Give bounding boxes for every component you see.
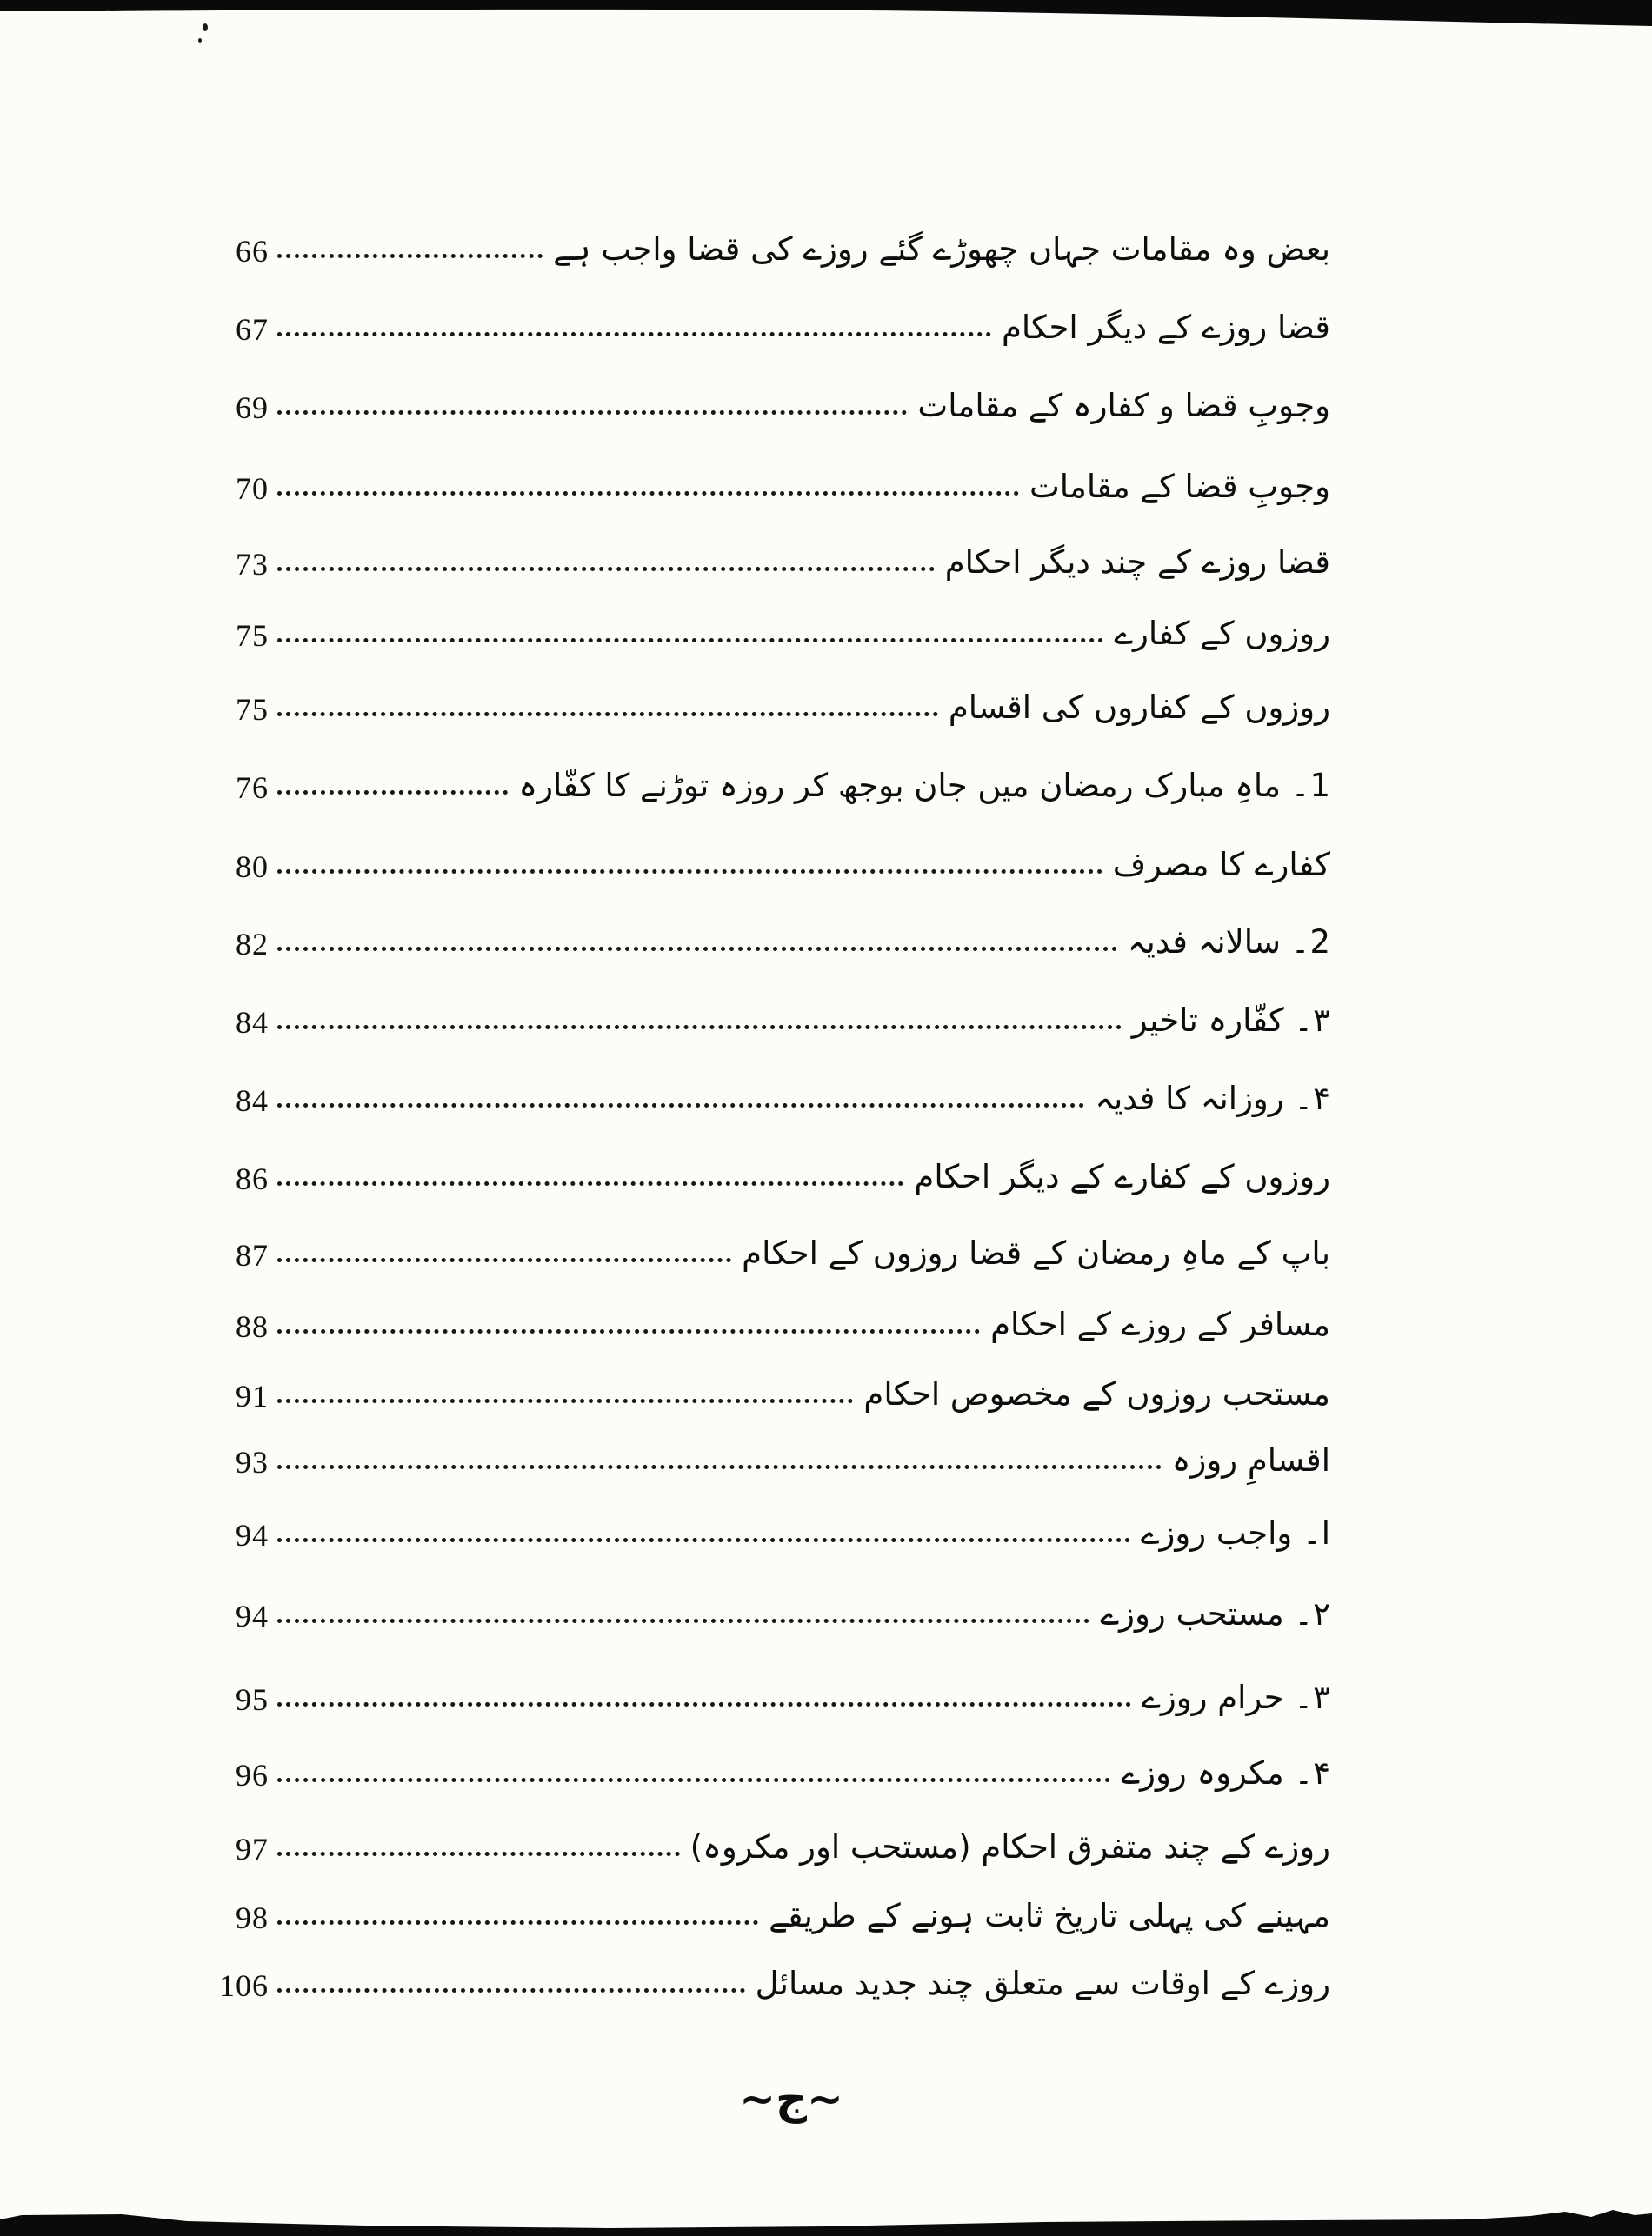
toc-entry-title: روزوں کے کفاروں کی اقسام xyxy=(948,689,1330,727)
toc-page-number: 69 xyxy=(236,390,269,425)
dotted-leader xyxy=(277,254,543,258)
toc-entry-title: قضا روزے کے چند دیگر احکام xyxy=(944,543,1330,582)
toc-entry xyxy=(204,436,1330,506)
toc-entry-title: قضا روزے کے دیگر احکام xyxy=(1001,309,1330,347)
toc-entry-title: ا۔ واجب روزے xyxy=(1140,1514,1330,1553)
toc-page-number: 67 xyxy=(236,312,269,347)
toc-entry-title: روزوں کے کفارے xyxy=(1114,615,1330,653)
dotted-leader xyxy=(277,491,1019,496)
toc-entry xyxy=(204,277,1330,347)
dotted-leader xyxy=(277,1778,1110,1782)
toc-page-number: 94 xyxy=(236,1518,269,1553)
ink-speck xyxy=(198,38,202,43)
toc-entry xyxy=(204,1344,1330,1414)
toc-entry xyxy=(204,970,1330,1040)
toc-page-number: 84 xyxy=(236,1083,269,1118)
toc-page-number: 88 xyxy=(236,1309,269,1344)
toc-entry xyxy=(204,735,1330,805)
dotted-leader xyxy=(277,567,935,571)
toc-page-number: 66 xyxy=(236,234,269,269)
toc-entry xyxy=(204,1203,1330,1273)
toc-entry-title: باپ کے ماہِ رمضان کے قضا روزوں کے احکام xyxy=(742,1234,1330,1273)
toc-page-number: 73 xyxy=(236,547,269,582)
toc-entry xyxy=(204,815,1330,884)
toc-entry-title: ۳۔ کفّارہ تاخیر xyxy=(1131,1002,1330,1040)
toc-entry xyxy=(204,1048,1330,1118)
toc-entry-title: ۴۔ روزانہ کا فدیہ xyxy=(1095,1080,1330,1118)
toc-entry xyxy=(204,1274,1330,1344)
dotted-leader xyxy=(277,1538,1130,1542)
ink-speck xyxy=(203,23,208,31)
dotted-leader xyxy=(277,947,1117,951)
toc-page-number: 97 xyxy=(236,1832,269,1867)
toc-page-number: 96 xyxy=(236,1758,269,1793)
dotted-leader xyxy=(277,790,508,795)
toc-entry-title: روزے کے اوقات سے متعلق چند جدید مسائل xyxy=(755,1965,1330,2003)
dotted-leader xyxy=(277,1329,980,1334)
toc-entry-title: روزے کے چند متفرق احکام (مستحب اور مکروہ) xyxy=(689,1828,1330,1867)
toc-entry xyxy=(204,1647,1330,1717)
dotted-leader xyxy=(277,1988,745,1993)
toc-entry xyxy=(204,583,1330,653)
dotted-leader xyxy=(277,1619,1089,1623)
toc-entry xyxy=(204,199,1330,269)
toc-entry xyxy=(204,1866,1330,1935)
toc-page-number: 75 xyxy=(236,618,269,653)
dotted-leader xyxy=(277,1852,680,1856)
dotted-leader xyxy=(277,1465,1162,1469)
dotted-leader xyxy=(277,869,1102,874)
dotted-leader xyxy=(277,712,938,716)
toc-page-number: 94 xyxy=(236,1599,269,1634)
scan-edge-bottom xyxy=(0,2201,1652,2236)
toc-page-number: 87 xyxy=(236,1238,269,1273)
toc-entry xyxy=(204,1933,1330,2003)
toc-page-number: 91 xyxy=(236,1379,269,1414)
toc-page-number: 84 xyxy=(236,1005,269,1040)
toc-entry xyxy=(204,1564,1330,1634)
toc-page-number: 76 xyxy=(236,770,269,805)
toc-page-number: 82 xyxy=(236,927,269,962)
toc-entry-title: 2۔ سالانہ فدیہ xyxy=(1127,923,1330,962)
toc-entry xyxy=(204,1723,1330,1793)
dotted-leader xyxy=(277,1025,1122,1029)
dotted-leader xyxy=(277,1103,1084,1108)
toc-entry xyxy=(204,892,1330,962)
toc-page-number: 98 xyxy=(236,1900,269,1935)
toc-entry-title: ۲۔ مستحب روزے xyxy=(1100,1595,1330,1634)
dotted-leader xyxy=(277,332,991,336)
toc-entry-title: اقسامِ روزہ xyxy=(1171,1441,1330,1480)
dotted-leader xyxy=(277,1258,731,1262)
toc-entry xyxy=(204,1797,1330,1867)
toc-entry-title: وجوبِ قضا کے مقامات xyxy=(1029,468,1330,506)
toc-entry xyxy=(204,356,1330,425)
toc-entry xyxy=(204,1410,1330,1480)
dotted-leader xyxy=(277,638,1103,642)
dotted-leader xyxy=(277,1181,903,1186)
toc-page-number: 70 xyxy=(236,471,269,506)
toc-entry-title: بعض وہ مقامات جہاں چھوڑے گئے روزے کی قضا واجب ہے xyxy=(553,230,1330,269)
toc-entry xyxy=(204,1483,1330,1553)
toc-entry xyxy=(204,512,1330,582)
toc-entry xyxy=(204,657,1330,727)
dotted-leader xyxy=(277,1399,853,1403)
toc-entry-title: وجوبِ قضا و کفارہ کے مقامات xyxy=(917,387,1330,425)
toc-entry xyxy=(204,1127,1330,1196)
dotted-leader xyxy=(277,1702,1131,1707)
toc-page-number: 93 xyxy=(236,1445,269,1480)
toc-entry-title: ۴۔ مکروہ روزے xyxy=(1121,1754,1330,1793)
toc-page-number: 95 xyxy=(236,1682,269,1717)
toc-entry-title: ۳۔ حرام روزے xyxy=(1142,1679,1330,1717)
toc-page-number: 80 xyxy=(236,849,269,884)
toc-page-number: 106 xyxy=(219,1968,269,2003)
toc-entry-title: روزوں کے کفارے کے دیگر احکام xyxy=(914,1158,1330,1196)
scan-edge-top xyxy=(0,0,1652,35)
toc-page-number: 86 xyxy=(236,1161,269,1196)
toc-entry-title: کفارے کا مصرف xyxy=(1112,846,1330,884)
toc-entry-title: مہینے کی پہلی تاریخ ثابت ہونے کے طریقے xyxy=(769,1897,1330,1935)
dotted-leader xyxy=(277,410,907,415)
toc-entry-title: مستحب روزوں کے مخصوص احکام xyxy=(863,1375,1330,1414)
dotted-leader xyxy=(277,1920,758,1925)
toc-page-number: 75 xyxy=(236,692,269,727)
toc-entry-title: 1۔ ماہِ مبارک رمضان میں جان بوجھ کر روزہ توڑنے کا کفّارہ xyxy=(518,767,1330,805)
page-marker: ~ج~ xyxy=(739,2073,843,2124)
toc-entry-title: مسافر کے روزے کے احکام xyxy=(990,1306,1330,1344)
